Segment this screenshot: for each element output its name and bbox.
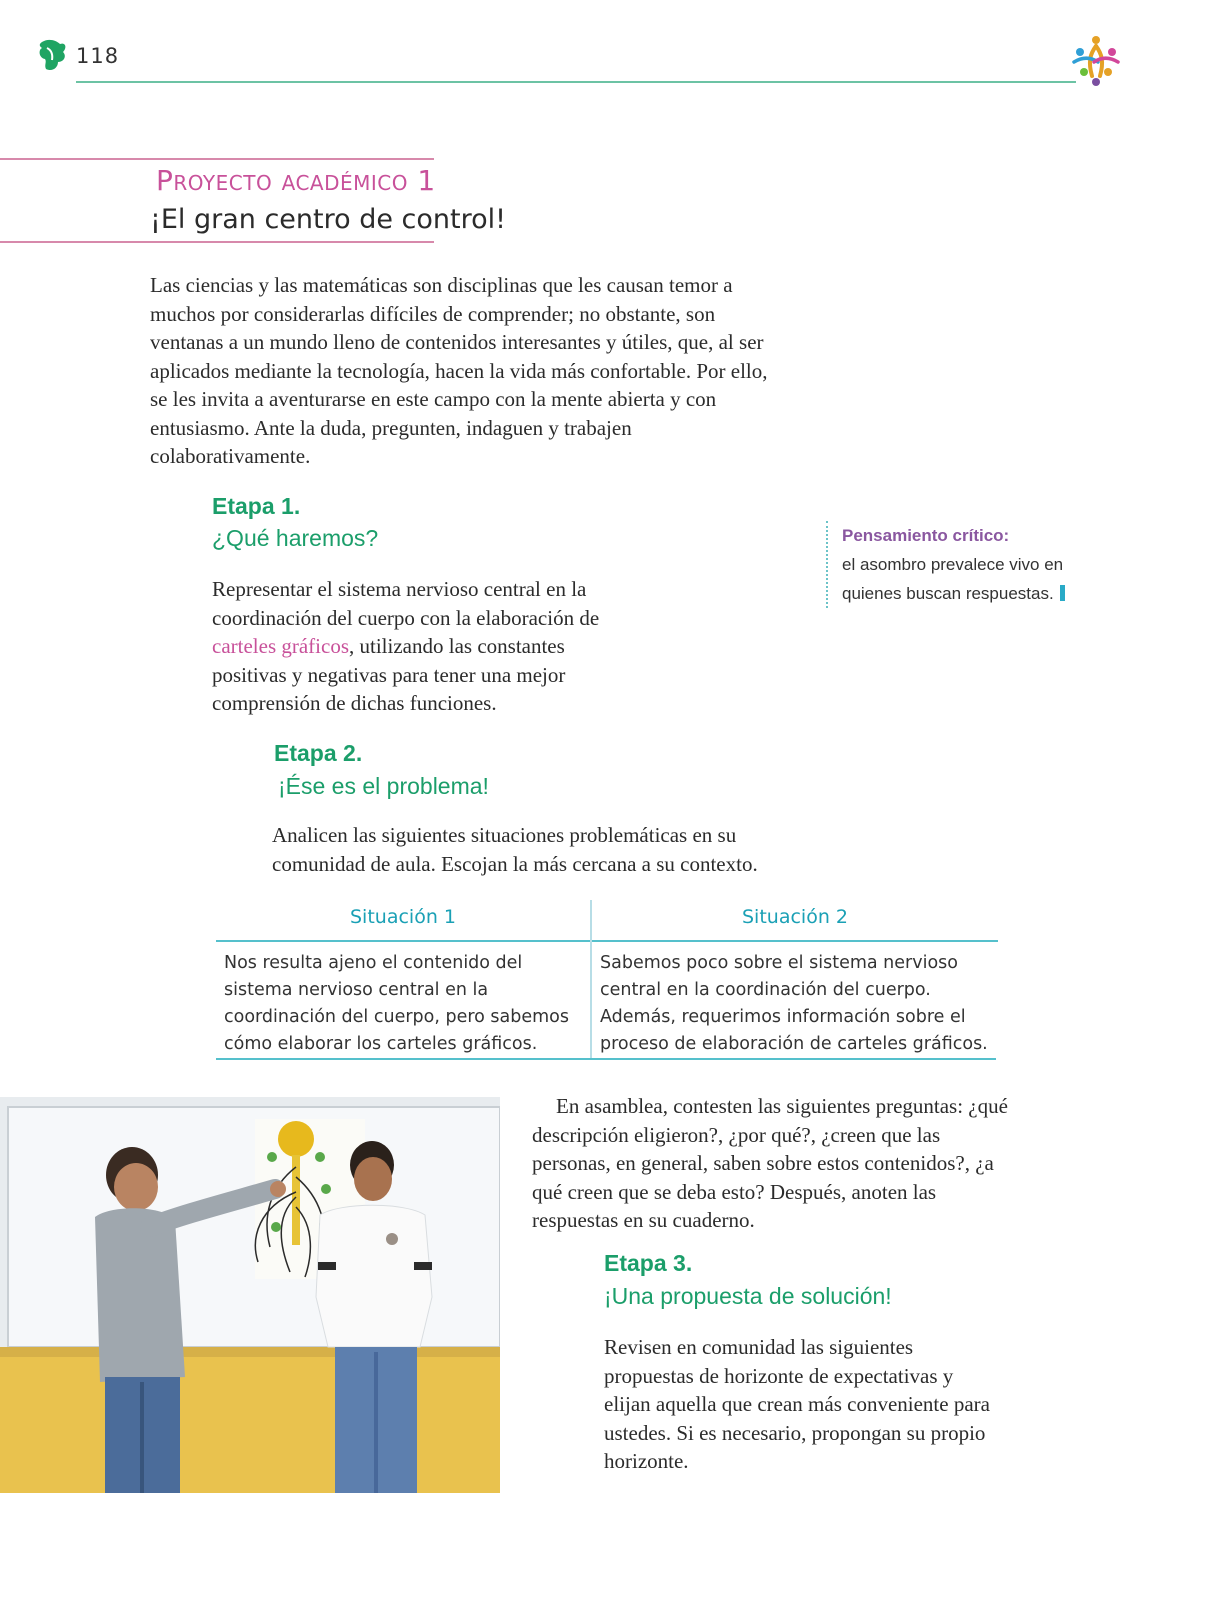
title-rule-bottom xyxy=(0,241,434,243)
end-mark-icon xyxy=(1060,585,1065,601)
sidebar-text xyxy=(842,550,1082,608)
project-label: Proyecto académico 1 xyxy=(156,164,436,197)
community-figures-icon xyxy=(1068,32,1124,88)
page-number: 118 xyxy=(76,44,120,68)
situation-2-heading: Situación 2 xyxy=(592,900,998,942)
situation-2-column xyxy=(590,900,998,1060)
assembly-paragraph: En asamblea, contesten las siguientes preguntas: ¿qué descripción eligieron?, ¿por qué?, ¿creen que las personas, en general, saben sobre estos contenidos?, ¿a qué creen que se deba esto? Después, anoten las respuestas en su cuaderno. xyxy=(532,1094,1008,1232)
intro-paragraph: Las ciencias y las matemáticas son disciplinas que les causan temor a muchos por considerarlas difíciles de comprender; no obstante, son ventanas a un mundo lleno de contenidos interesantes y útiles, que, al ser aplicados mediante la tecnología, hacen la vida más confortable. Por ello, se les invita a aventurarse en este campo con la mente abierta y con entusiasmo. Ante la duda, pregunten, indaguen y trabajen colaborativamente. xyxy=(150,273,768,468)
stage3-number: Etapa 3. xyxy=(604,1250,693,1276)
stage1-text-after: , utilizando las constantes positivas y negativas para tener una mejor comprensión de dichas funciones. xyxy=(212,634,566,715)
stage3-paragraph: Revisen en comunidad las siguientes propuestas de horizonte de expectativas y elijan aquella que crean más conveniente para ustedes. Si es necesario, propongan su propio horizonte. xyxy=(604,1335,990,1473)
situation-2-text: Sabemos poco sobre el sistema nervioso central en la coordinación del cuerpo. Además, requerimos información sobre el proceso de elaboración de carteles gráficos. xyxy=(600,953,988,1054)
situations-table xyxy=(216,900,996,1060)
situation-1-column xyxy=(216,900,590,1060)
situation-1-heading: Situación 1 xyxy=(216,900,590,942)
stage1-number: Etapa 1. xyxy=(212,493,301,519)
project-title: ¡El gran centro de control! xyxy=(150,204,506,235)
stage3-title: ¡Una propuesta de solución! xyxy=(604,1283,892,1309)
stage1-title: ¿Qué haremos? xyxy=(212,525,379,551)
stage1-glossary-term: carteles gráficos xyxy=(212,634,350,658)
stage2-paragraph: Analicen las siguientes situaciones problemáticas en su comunidad de aula. Escojan la más cercana a su contexto. xyxy=(272,823,758,876)
critical-thinking-sidebar xyxy=(826,521,1082,608)
header-rule xyxy=(76,81,1076,83)
sidebar-text-content: el asombro prevalece vivo en quienes buscan respuestas. xyxy=(842,555,1064,603)
title-rule-top xyxy=(0,158,434,160)
stage1-paragraph xyxy=(212,575,642,718)
book-logo-icon xyxy=(36,38,68,74)
stage2-number: Etapa 2. xyxy=(274,740,363,766)
sidebar-heading: Pensamiento crítico: xyxy=(842,526,1010,545)
students-poster-photo xyxy=(0,1097,500,1493)
stage2-title: ¡Ése es el problema! xyxy=(278,773,489,799)
situation-1-text: Nos resulta ajeno el contenido del sistema nervioso central en la coordinación del cuerpo, pero sabemos cómo elaborar los carteles gráficos. xyxy=(224,953,570,1054)
stage1-text-before: Representar el sistema nervioso central en la coordinación del cuerpo con la elaboración de xyxy=(212,577,600,630)
table-bottom-rule xyxy=(216,1058,996,1060)
